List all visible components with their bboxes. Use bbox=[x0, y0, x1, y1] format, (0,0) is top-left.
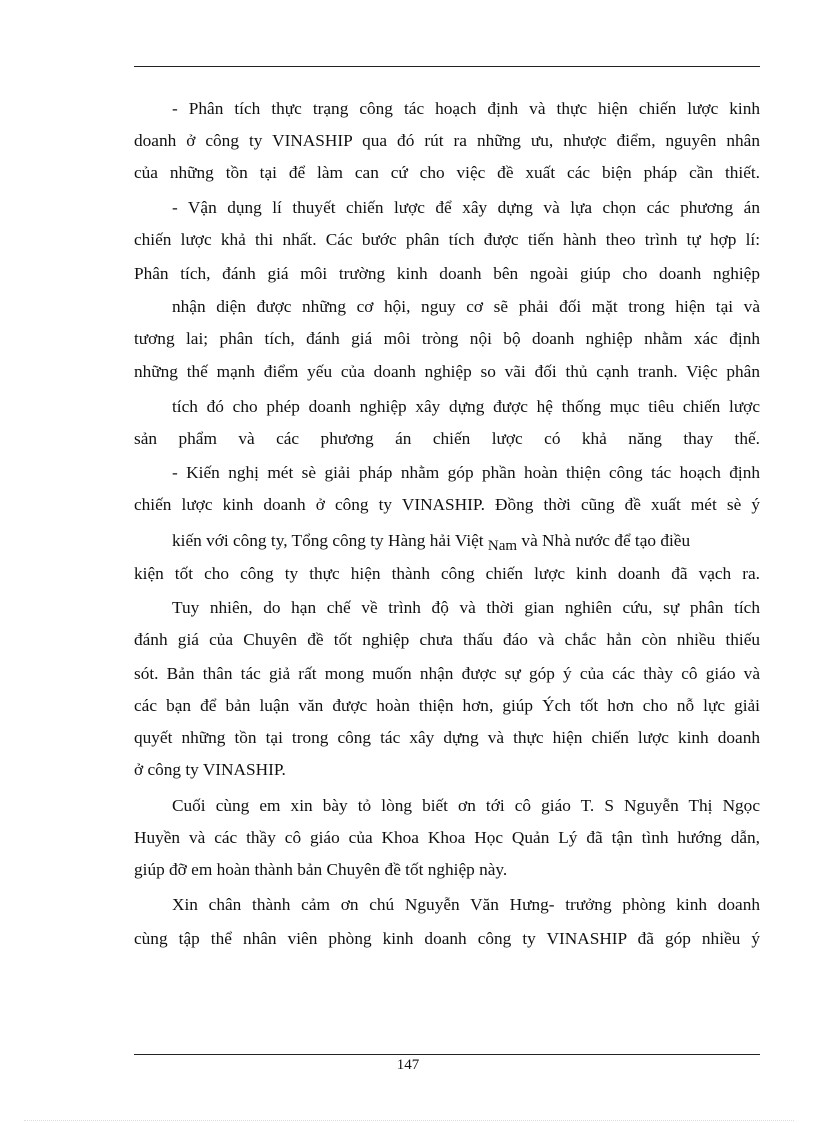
body-line: quyết những tồn tại trong công tác xây dựng và thực hiện chiến lược kinh doanh bbox=[134, 728, 760, 747]
body-line: ở công ty VINASHIP. bbox=[134, 760, 286, 779]
body-line: - Kiến nghị mét sè giải pháp nhằm góp phần hoàn thiện công tác hoạch định bbox=[172, 463, 760, 482]
body-line: những thế mạnh điểm yếu của doanh nghiệp so vãi đối thủ cạnh tranh. Việc phân bbox=[134, 362, 760, 381]
body-line: Xin chân thành cảm ơn chú Nguyễn Văn Hưng- trưởng phòng kinh doanh bbox=[172, 895, 760, 914]
body-line: kiện tốt cho công ty thực hiện thành công chiến lược kinh doanh đã vạch ra. bbox=[134, 564, 760, 583]
header-rule bbox=[134, 66, 760, 67]
body-line: Phân tích, đánh giá môi trường kinh doanh bên ngoài giúp cho doanh nghiệp bbox=[134, 264, 760, 283]
body-line: tương lai; phân tích, đánh giá môi tròng nội bộ doanh nghiệp nhằm xác định bbox=[134, 329, 760, 348]
body-line: tích đó cho phép doanh nghiệp xây dựng được hệ thống mục tiêu chiến lược bbox=[172, 397, 760, 416]
body-line: của những tồn tại để làm can cứ cho việc đề xuất các biện pháp cần thiết. bbox=[134, 163, 760, 182]
footer-rule bbox=[134, 1054, 760, 1055]
body-line: đánh giá của Chuyên đề tốt nghiệp chưa thấu đáo và chắc hẳn còn nhiều thiếu bbox=[134, 630, 760, 649]
body-line: chiến lược kinh doanh ở công ty VINASHIP. Đồng thời cũng đề xuất mét sè ý bbox=[134, 495, 760, 514]
body-line bbox=[172, 531, 691, 554]
body-line: Cuối cùng em xin bày tỏ lòng biết ơn tới cô giáo T. S Nguyễn Thị Ngọc bbox=[172, 796, 760, 815]
body-line: - Vận dụng lí thuyết chiến lược để xây dựng và lựa chọn các phương án bbox=[172, 198, 760, 217]
body-line: sót. Bản thân tác giả rất mong muốn nhận được sự góp ý của các thày cô giáo và bbox=[134, 664, 760, 683]
body-line: chiến lược khả thi nhất. Các bước phân tích được tiến hành theo trình tự hợp lí: bbox=[134, 230, 760, 249]
body-text: và Nhà nước để tạo điều bbox=[521, 531, 691, 550]
body-text: kiến với công ty, Tổng công ty Hàng hải Việt bbox=[172, 531, 484, 550]
page-number: 147 bbox=[396, 1057, 420, 1073]
body-line: cùng tập thể nhân viên phòng kinh doanh công ty VINASHIP đã góp nhiều ý bbox=[134, 929, 760, 948]
body-line: doanh ở công ty VINASHIP qua đó rút ra những ưu, nhược điểm, nguyên nhân bbox=[134, 131, 760, 150]
body-line: sản phẩm và các phương án chiến lược có khả năng thay thế. bbox=[134, 429, 760, 448]
body-line: Tuy nhiên, do hạn chế về trình độ và thời gian nghiên cứu, sự phân tích bbox=[172, 598, 760, 617]
page-edge-dots bbox=[24, 1120, 794, 1121]
body-line: nhận diện được những cơ hội, nguy cơ sẽ phải đối mặt trong hiện tại và bbox=[172, 297, 760, 316]
body-line: - Phân tích thực trạng công tác hoạch định và thực hiện chiến lược kinh bbox=[172, 99, 760, 118]
body-line: các bạn để bản luận văn được hoàn thiện hơn, giúp Ých tốt hơn cho nỗ lực giải bbox=[134, 696, 760, 715]
subscript-text: Nam bbox=[487, 538, 518, 554]
body-line: Huyền và các thầy cô giáo của Khoa Khoa Học Quản Lý đã tận tình hướng dẫn, bbox=[134, 828, 760, 847]
body-line: giúp đỡ em hoàn thành bản Chuyên đề tốt nghiệp này. bbox=[134, 860, 508, 879]
